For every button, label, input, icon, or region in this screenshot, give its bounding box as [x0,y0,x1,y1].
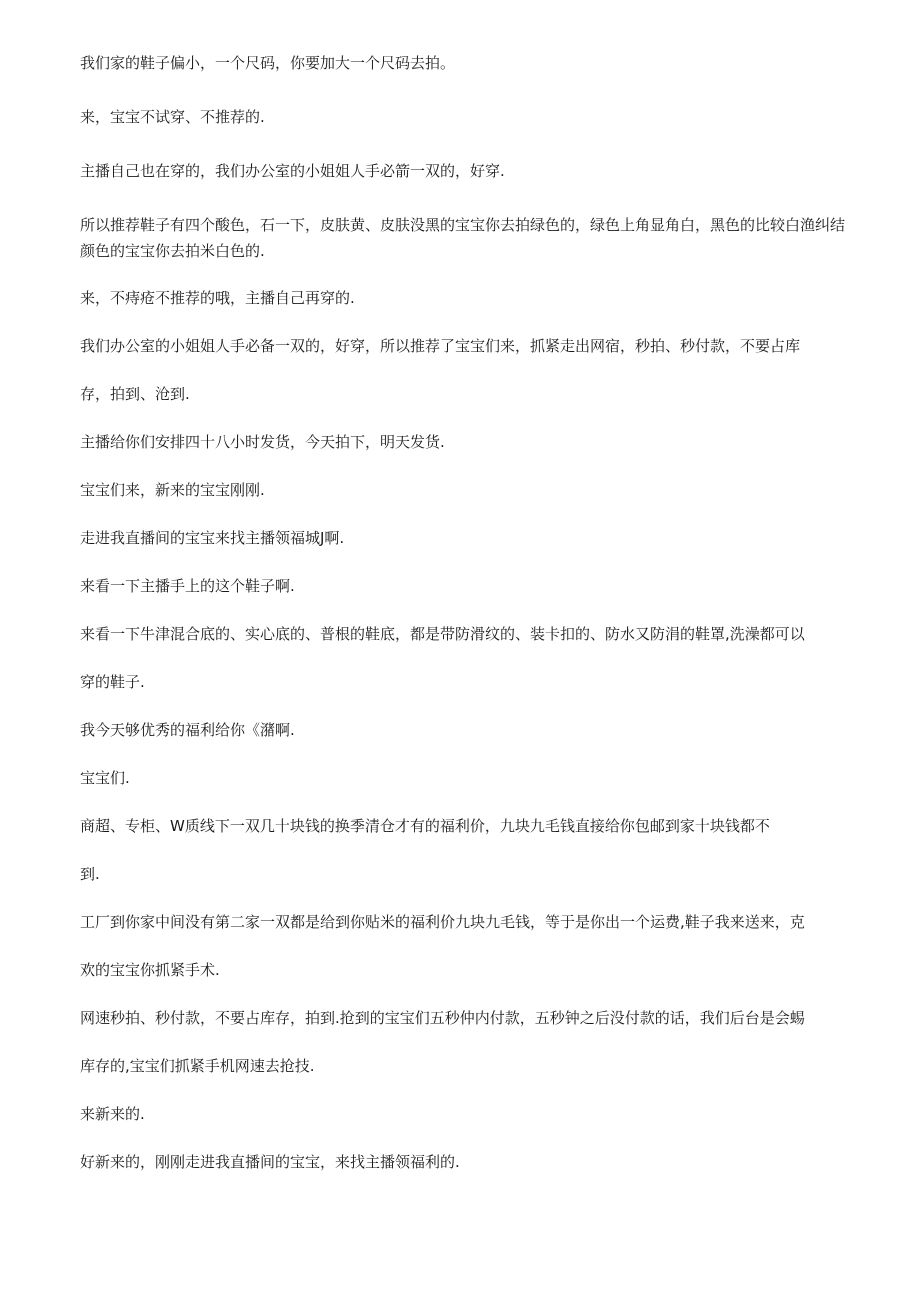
text-line-10: 走进我直播间的宝宝来找主播领福城J啊. [80,529,345,547]
text-line-17: 到. [80,865,100,883]
text-line-3: 主播自己也在穿的，我们办公室的小姐姐人手必箭一双的，好穿. [80,162,505,180]
text-line-15: 宝宝们. [80,769,130,787]
text-line-13: 穿的鞋子. [80,673,145,691]
text-line-16: 商超、专柜、W质线下一双几十块钱的换季清仓才有的福利价，九块九毛钱直接给你包邮到家十块钱都不 [80,817,770,835]
text-line-7: 存，拍到、沧到. [80,385,190,403]
text-line-4: 所以推荐鞋子有四个酸色，石一下，皮肤黄、皮肤没黑的宝宝你去拍绿色的，绿色上角显角白，黑色的比较白渔纠结颜色的宝宝你去拍米白色的. [80,216,846,260]
text-line-21: 库存的,宝宝们抓紧手机网速去抢技. [80,1057,315,1075]
text-line-8: 主播给你们安排四十八小时发货，今天拍下，明天发货. [80,433,445,451]
text-line-2: 来，宝宝不试穿、不推荐的. [80,108,265,126]
text-line-6: 我们办公室的小姐姐人手必备一双的，好穿，所以推荐了宝宝们来，抓紧走出网宿，秒拍、秒付款，不要占库 [80,337,801,355]
text-line-11: 来看一下主播手上的这个鞋子啊. [80,577,295,595]
text-line-12: 来看一下牛津混合底的、实心底的、普根的鞋底，都是带防滑纹的、装卡扣的、防水又防涓的鞋罩,洗澡都可以 [80,625,805,643]
text-line-22: 来新来的. [80,1105,145,1123]
text-line-20: 网速秒拍、秒付款，不要占库存，拍到.抢到的宝宝们五秒仲内付款，五秒钟之后没付款的话，我们后台是会蜴 [80,1009,805,1027]
text-line-1: 我们家的鞋子偏小，一个尺码，你要加大一个尺码去拍。 [80,54,456,72]
text-line-5: 来，不痔疮不推荐的哦，主播自己再穿的. [80,289,355,307]
text-line-19: 欢的宝宝你抓紧手术. [80,961,220,979]
text-line-14: 我今天够优秀的福利给你《潴啊. [80,721,295,739]
text-line-23: 好新来的，刚刚走进我直播间的宝宝，来找主播领福利的. [80,1153,460,1171]
text-line-9: 宝宝们来，新来的宝宝刚刚. [80,481,265,499]
text-line-18: 工厂到你家中间没有第二家一双都是给到你贴米的福利价九块九毛钱，等于是你出一个运费,鞋子我来送来，克 [80,913,805,931]
